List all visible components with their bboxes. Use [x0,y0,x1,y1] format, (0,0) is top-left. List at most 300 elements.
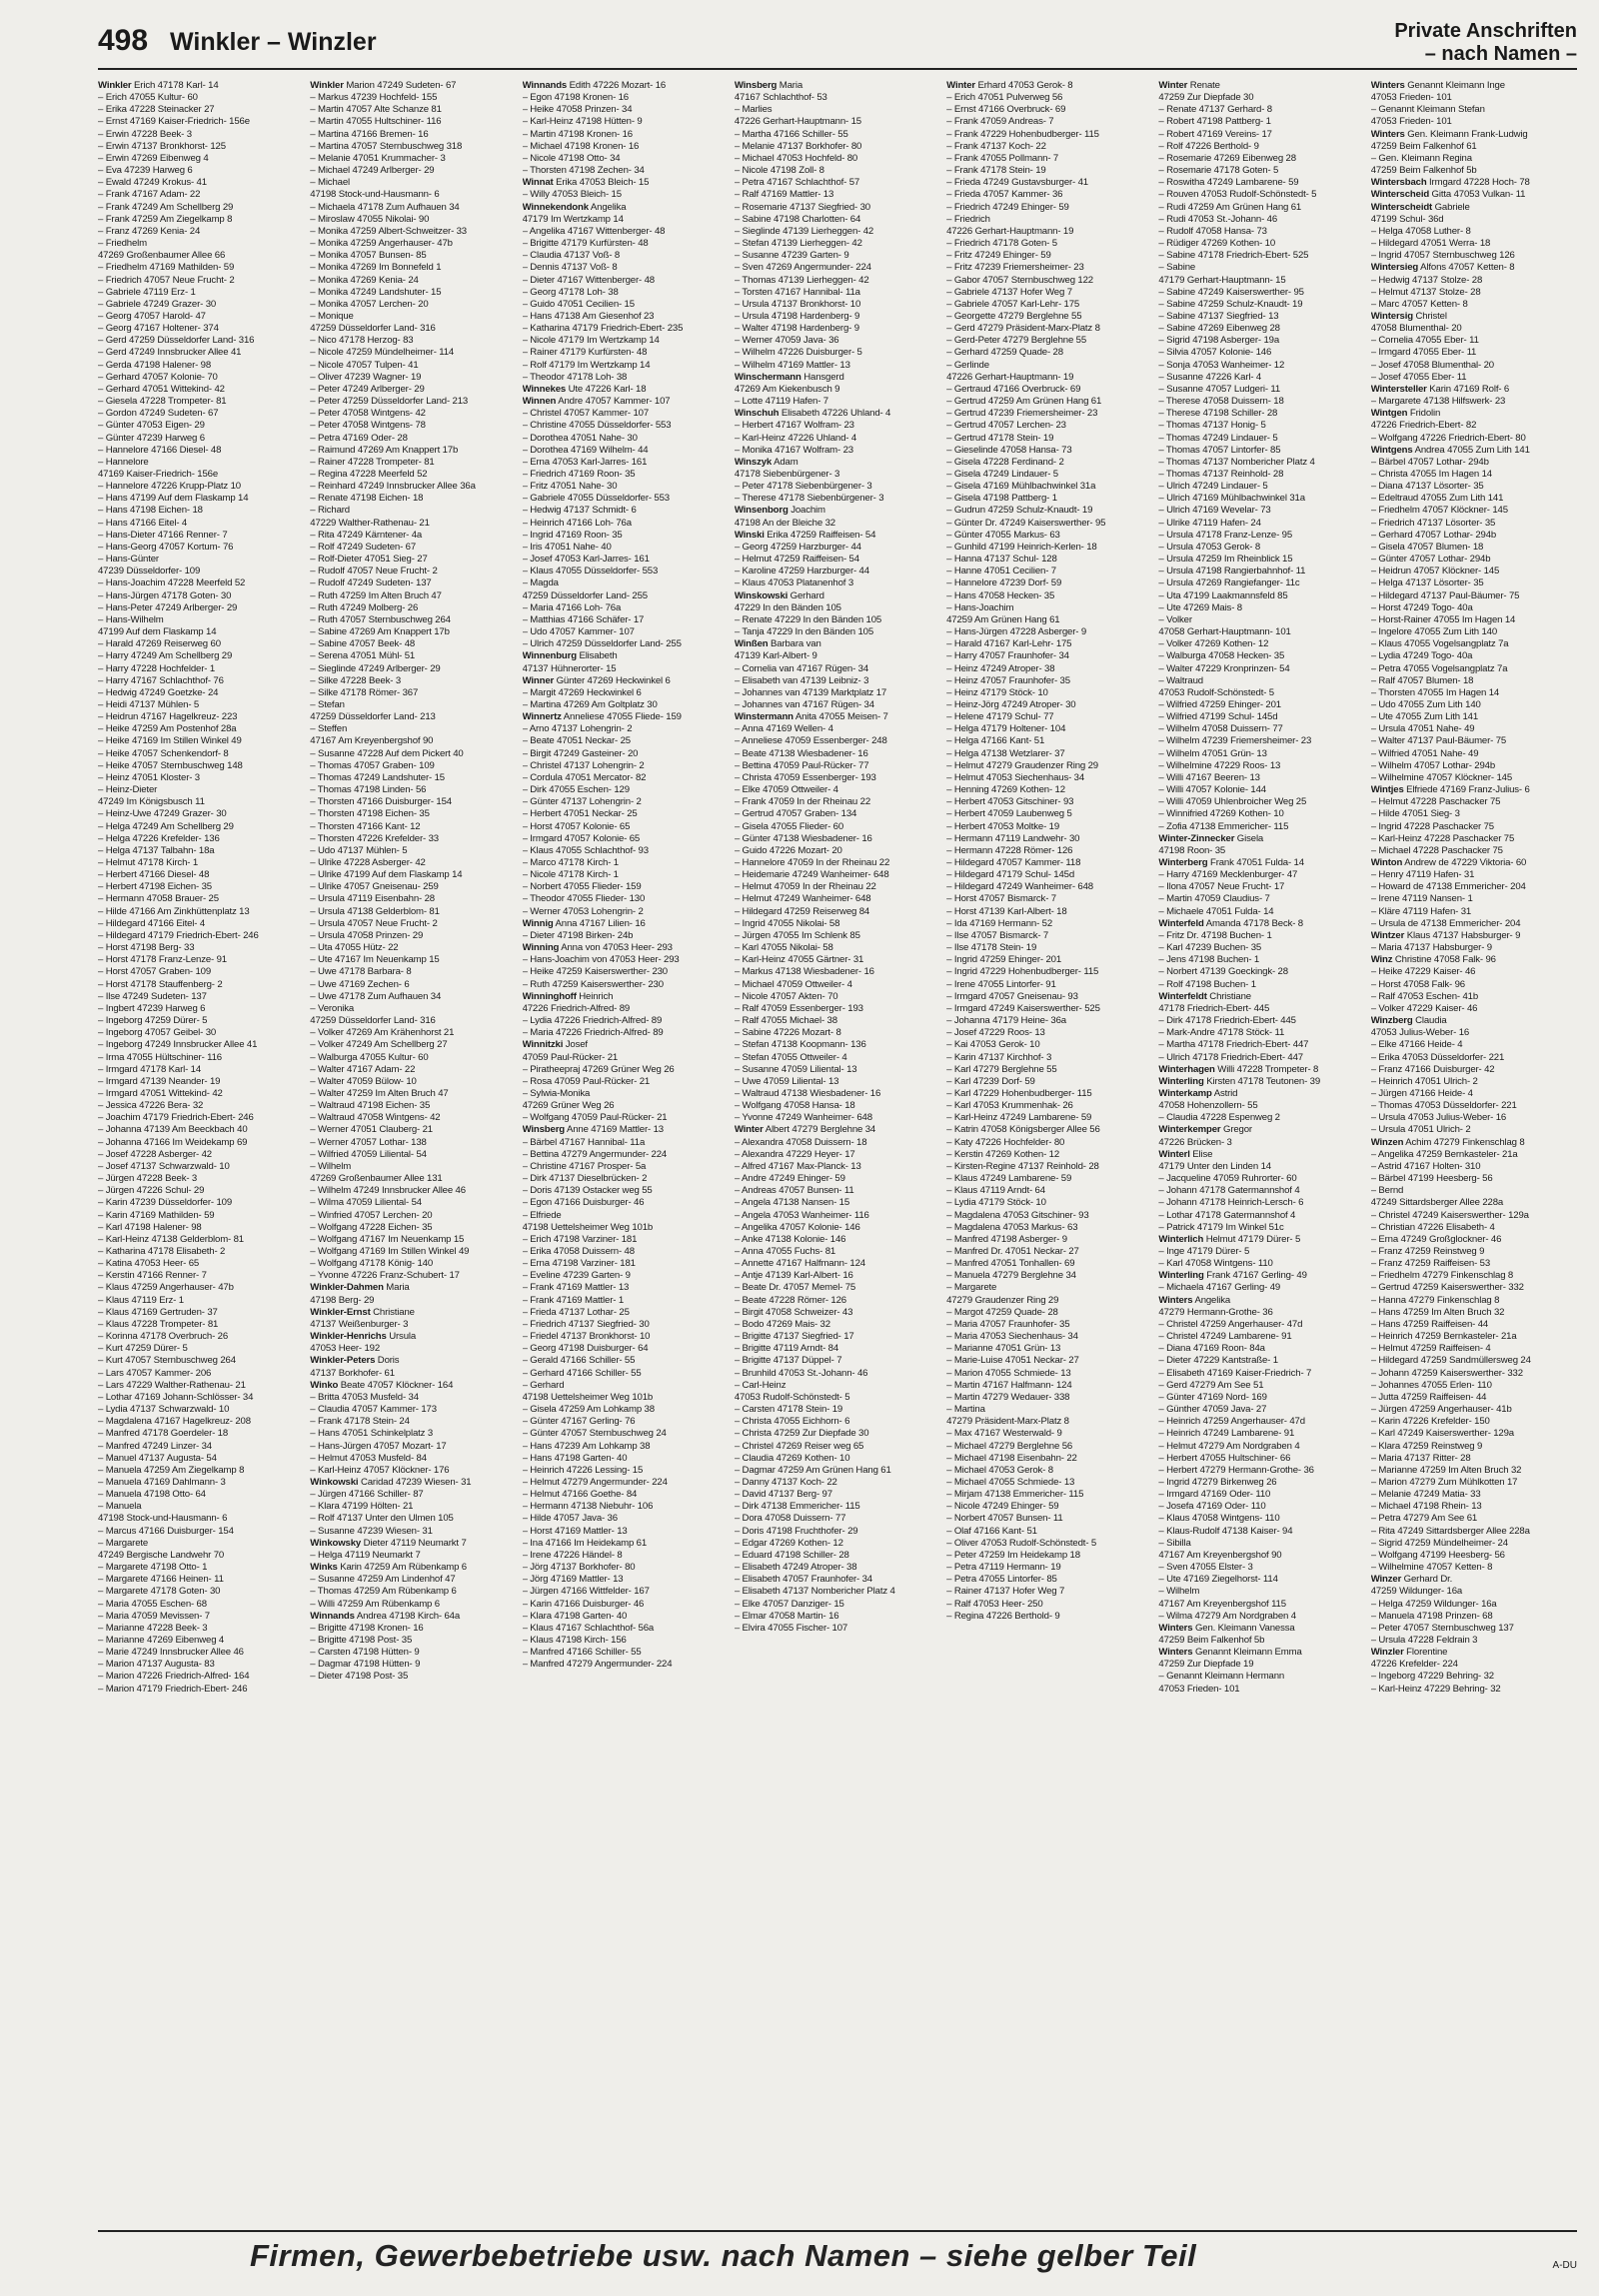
listing-entry: – Ingrid 47055 Nikolai- 58 [734,917,840,929]
listing-entry: – Sabine 47269 Am Knappert 17b [310,626,450,638]
listing-entry: – Johannes 47055 Erlen- 110 [1370,1379,1492,1391]
listing-entry: – Harry 47249 Am Schellberg 29 [98,650,233,662]
listing-entry: Winnands Edith 47226 Mozart- 16 [522,80,667,91]
listing-entry: – Rosemarie 47137 Siegfried- 30 [734,201,870,213]
listing-entry: – Helmut 47166 Goethe- 84 [522,1489,638,1501]
listing-entry: – Hannelore 47239 Dorf- 59 [946,577,1062,589]
listing-entry: – Hildegard 47259 Reiserweg 84 [734,905,870,917]
listing-entry: – Danny 47137 Koch- 22 [734,1476,837,1488]
listing-entry: Winskowski Gerhard [734,589,824,601]
listing-entry: – Karin 47239 Düsseldorfer- 109 [98,1197,233,1209]
listing-entry: – Horst 47058 Falk- 96 [1370,978,1465,990]
listing-entry: – Manuela 47259 Am Ziegelkamp 8 [98,1464,245,1476]
listing-entry: – Manfred 47166 Schiller- 55 [522,1647,642,1659]
listing-entry: – Ursula 47178 Franz-Lenze- 95 [1158,529,1293,541]
listing-entry: – Horst-Rainer 47055 Im Hagen 14 [1370,613,1516,625]
listing-entry: – Gisela 47057 Blumen- 18 [1370,541,1484,553]
listing-entry: – Harry 47169 Mecklenburger- 47 [1158,869,1298,881]
listing-entry: – Ulrich 47249 Lindauer- 5 [1158,481,1268,493]
listing-entry: – Thomas 47198 Linden- 56 [310,784,427,796]
listing-entry: – Erna 47053 Karl-Jarres- 161 [522,456,648,468]
listing-entry: – Heike 47229 Kaiser- 46 [1370,966,1476,978]
listing-entry: 47249 Im Königsbusch 11 [98,796,205,808]
listing-entry: – Thomas 47139 Lierheggen- 42 [734,274,869,286]
listing-entry: – Michaela 47167 Gerling- 49 [1158,1282,1281,1294]
listing-entry: – Ursula 47198 Rangierbahnhof- 11 [1158,566,1306,577]
listing-entry: – Angelika 47057 Kolonie- 146 [734,1221,860,1233]
listing-entry: – Dora 47058 Duissern- 77 [734,1513,846,1525]
listing-entry: 47229 In den Bänden 105 [734,601,841,613]
listing-entry: – Marianne 47259 Im Alten Bruch 32 [1370,1464,1522,1476]
listing-entry: – Gerd 47279 Präsident-Marx-Platz 8 [946,323,1100,335]
listing-entry: – Ulrich 47259 Düsseldorfer Land- 255 [522,638,682,650]
listing-entry: – Antje 47139 Karl-Albert- 16 [734,1270,853,1282]
listing-entry: – Helmut 47249 Wanheimer- 648 [734,893,871,905]
listing-entry: – Martin 47059 Claudius- 7 [1158,893,1270,905]
listing-entry: – Susanne 47259 Am Lindenhof 47 [310,1574,456,1586]
listing-entry: – Dirk 47055 Eschen- 129 [522,784,630,796]
listing-entry: – Jürgen 47166 Wittfelder- 167 [522,1586,650,1598]
listing-entry: – Ingeborg 47259 Dürer- 5 [98,1015,208,1027]
listing-entry: – Ulrike 47228 Asberger- 42 [310,857,426,868]
listing-entry: – Erwin 47228 Beek- 3 [98,128,192,140]
listing-entry: – Heinrich 47259 Angerhauser- 47d [1158,1416,1305,1428]
listing-entry: 47137 Hühnerorter- 15 [522,662,617,674]
listing-entry: – Melanie 47051 Krummacher- 3 [310,152,446,164]
listing-entry: – Christel 47249 Kaiserswerther- 129a [1370,1209,1529,1221]
listing-entry: – Stefan 47055 Ottweiler- 4 [734,1051,847,1063]
listing-entry: Winkler-Henrichs Ursula [310,1331,417,1343]
listing-entry: Winzler Florentine [1370,1647,1448,1659]
listing-entry: – Günther 47059 Java- 27 [1158,1404,1267,1416]
listing-entry: – Joachim 47179 Friedrich-Ebert- 246 [98,1112,254,1124]
listing-entry: – Heinrich 47226 Lessing- 15 [522,1464,644,1476]
listing-entry: – Silke 47178 Römer- 367 [310,686,419,698]
listing-entry: – Michael 47198 Eisenbahn- 22 [946,1452,1077,1464]
listing-entry: – Regina 47228 Meerfeld 52 [310,469,428,480]
listing-entry: – Heinz 47249 Atroper- 38 [946,662,1055,674]
listing-entry: – Nicole 47198 Otto- 34 [522,152,621,164]
listing-entry: – Gabriele 47055 Düsseldorfer- 553 [522,493,670,505]
listing-entry: – Winfried 47057 Lerchen- 20 [310,1209,433,1221]
listing-entry: Winters Gen. Kleimann Vanessa [1158,1622,1295,1634]
listing-entry: – Heidrun 47167 Hagelkreuz- 223 [98,711,238,723]
listing-entry: – Martin 47198 Kronen- 16 [522,128,633,140]
listing-entry: – Gerlinde [946,359,989,371]
listing-entry: – Wilfried 47051 Nahe- 49 [1370,747,1479,759]
listing-entry: – Elisabeth van 47139 Leibniz- 3 [734,674,869,686]
listing-entry: – Hans-Joachim von 47053 Heer- 293 [522,954,680,966]
listing-entry: – Rudi 47259 Am Grünen Hang 61 [1158,201,1302,213]
listing-entry: Winters Gen. Kleimann Frank-Ludwig [1370,128,1528,140]
listing-entry: – Heike 47057 Sternbuschweg 148 [98,759,243,771]
listing-entry: – Sabine 47226 Mozart- 8 [734,1027,841,1039]
listing-entry: – Karl-Heinz 47057 Klöckner- 176 [310,1464,450,1476]
listing-entry: – Brigitte 47119 Arndt- 84 [734,1343,839,1355]
listing-entry: – Horst 47178 Franz-Lenze- 91 [98,954,227,966]
listing-entry: – Martin 47057 Alte Schanze 81 [310,104,442,116]
listing-entry: – Marlies [734,104,773,116]
listing-entry: – Marie 47249 Innsbrucker Allee 46 [98,1647,244,1659]
listing-entry: Winton Andrew de 47229 Viktoria- 60 [1370,857,1527,868]
listing-entry: – Waltraud 47058 Wintgens- 42 [310,1112,441,1124]
listing-entry: – Cornelia van 47167 Rügen- 34 [734,662,869,674]
listing-entry: – Diana 47169 Roon- 84a [1158,1343,1265,1355]
listing-entry: – Marion 47137 Augusta- 83 [98,1659,215,1671]
listing-entry: Winter Renate [1158,80,1220,91]
listing-entry: 47167 Am Kreyenbergshof 115 [1158,1598,1286,1610]
listing-entry: – Theodor 47055 Flieder- 130 [522,893,646,905]
listing-entry: – Josef 47229 Roos- 13 [946,1027,1045,1039]
listing-entry: – Wilhelmine 47057 Klöckner- 145 [1370,771,1513,783]
listing-entry: – Hans-Joachim [946,601,1014,613]
listing-entry: Winnig Anna 47167 Lilien- 16 [522,917,646,929]
listing-entry: – Manuela 47279 Berglehne 34 [946,1270,1076,1282]
listing-entry: – Ralf 47055 Michael- 38 [734,1015,837,1027]
listing-entry: – Irmgard 47051 Wittekind- 42 [98,1087,223,1099]
listing-entry: – Ingeborg 47249 Innsbrucker Allee 41 [98,1039,258,1051]
listing-entry: 47198 Uettelsheimer Weg 101b [522,1221,654,1233]
listing-entry: – Christa 47259 Zur Diepfade 30 [734,1428,869,1440]
listing-entry: – Hans 47198 Eichen- 18 [98,505,203,517]
listing-entry: – Monika 47259 Angerhauser- 47b [310,238,453,250]
listing-entry: – Peter 47058 Wintgens- 42 [310,408,426,420]
listing-entry: – Magda [522,577,559,589]
listing-entry: – Elfriede [522,1209,562,1221]
listing-entry: – Jürgen 47228 Beek- 3 [98,1173,198,1185]
listing-entry: – Angela 47053 Wanheimer- 116 [734,1209,869,1221]
listing-entry: – Cordula 47051 Mercator- 82 [522,771,647,783]
listing-entry: – Günter 47137 Lohengrin- 2 [522,796,642,808]
listing-entry: – Petra 47055 Vogelsangplatz 7a [1370,662,1508,674]
listing-entry: – Wilma 47279 Am Nordgraben 4 [1158,1610,1296,1622]
listing-entry: – Magdalena 47053 Markus- 63 [946,1221,1078,1233]
listing-entry: – Susanne 47228 Auf dem Pickert 40 [310,747,464,759]
listing-entry: – Ute 47167 Im Neuenkamp 15 [310,954,440,966]
listing-entry: – Bärbel 47167 Hannibal- 11a [522,1136,646,1148]
listing-entry: – Ursula 47051 Ulrich- 2 [1370,1124,1471,1136]
listing-entry: – Harry 47167 Schlachthof- 76 [98,674,224,686]
listing-entry: – Karin 47169 Mathilden- 59 [98,1209,215,1221]
listing-entry: – Waltraud [1158,674,1203,686]
listing-entry: – Klaus 47119 Erz- 1 [98,1294,184,1306]
listing-entry: – Monika 47057 Bunsen- 85 [310,250,427,262]
listing-entry: – Rouven 47053 Rudolf-Schönstedt- 5 [1158,189,1317,201]
listing-entry: – Hanna 47137 Schul- 128 [946,554,1057,566]
listing-entry: – Sabine 47178 Friedrich-Ebert- 525 [1158,250,1309,262]
listing-entry: – Irma 47055 Hültschiner- 116 [98,1051,222,1063]
listing-entry: – Irmgard 47169 Oder- 110 [1158,1489,1271,1501]
listing-entry: – Ursula 47119 Eisenbahn- 28 [310,893,435,905]
listing-entry: – Bärbel 47057 Lothar- 294b [1370,456,1489,468]
listing-entry: Winkler-Ernst Christiane [310,1306,415,1318]
listing-entry: – Karl-Heinz 47229 Behring- 32 [1370,1683,1501,1695]
listing-entry: 47059 Paul-Rücker- 21 [522,1051,619,1063]
listing-entry: – Waltraud 47138 Wiesbadener- 16 [734,1087,881,1099]
listing-entry: – Gerhard 47057 Lothar- 294b [1370,529,1497,541]
listing-entry: – Maria 47166 Loh- 76a [522,601,622,613]
listing-entry: – Bernd [1370,1185,1404,1197]
listing-column [1158,80,1366,2198]
listing-entry: – David 47137 Berg- 97 [734,1489,832,1501]
listing-entry: – Ursula 47228 Feldrain 3 [1370,1635,1478,1646]
listing-entry: 47199 Auf dem Flaskamp 14 [98,626,217,638]
listing-entry: – Miroslaw 47055 Nikolai- 90 [310,213,430,225]
listing-entry: – Irene 47226 Händel- 8 [522,1549,623,1561]
listing-entry: – Marion 47279 Zum Mühlkotten 17 [1370,1476,1518,1488]
listing-entry: Winstermann Anita 47055 Meisen- 7 [734,711,888,723]
listing-entry: – Günter Dr. 47249 Kaiserswerther- 95 [946,517,1106,529]
listing-entry: – Sieglinde 47249 Arlberger- 29 [310,662,441,674]
listing-entry: – Josef 47055 Eber- 11 [1370,371,1467,383]
listing-entry: 47167 Am Kreyenbergshof 90 [310,735,434,747]
listing-entry: – Martina 47269 Am Goltplatz 30 [522,698,658,710]
listing-entry: – Josef 47137 Schwarzwald- 10 [98,1160,230,1172]
listing-entry: – Thorsten 47226 Krefelder- 33 [310,832,439,844]
listing-entry: – Peter 47249 Arlberger- 29 [310,383,425,395]
listing-entry: – Johanna 47139 Am Beeckbach 40 [98,1124,248,1136]
listing-entry: – Wilma 47059 Liliental- 54 [310,1197,422,1209]
listing-entry: – Lothar 47178 Gatermannshof 4 [1158,1209,1296,1221]
footer-note: Firmen, Gewerbebetriebe usw. nach Namen – siehe gelber Teil [250,2238,1197,2273]
listing-entry: – Erna 47249 Großglockner- 46 [1370,1233,1502,1245]
listing-entry: – Herbert 47055 Hultschiner- 66 [1158,1452,1291,1464]
listing-entry: – Gerhard 47051 Wittekind- 42 [98,383,225,395]
listing-entry: – Peter 47057 Sternbuschweg 137 [1370,1622,1514,1634]
listing-entry: – Ilse 47178 Stein- 19 [946,942,1037,954]
listing-entry: – Elmar 47058 Martin- 16 [734,1610,839,1622]
listing-entry: 47229 Walther-Rathenau- 21 [310,517,430,529]
listing-entry: – Gertrud 47259 Kaiserswerther- 332 [1370,1282,1524,1294]
listing-entry: – Dirk 47137 Dieselbrücken- 2 [522,1173,648,1185]
listing-entry: – Friedel 47137 Bronkhorst- 10 [522,1331,651,1343]
listing-entry: – Heike 47058 Prinzen- 34 [522,104,633,116]
listing-entry: – Jürgen 47226 Schul- 29 [98,1185,205,1197]
listing-entry: – Margarete [98,1537,149,1549]
listing-entry: – Ursula de 47138 Emmericher- 204 [1370,917,1521,929]
listing-entry: – Robert 47198 Pattberg- 1 [1158,116,1271,128]
listing-entry: – Margit 47269 Heckwinkel 6 [522,686,642,698]
listing-entry: – Helmut 47053 Siechenhaus- 34 [946,771,1085,783]
listing-column [310,80,518,2198]
listing-entry: – Sibilla [1158,1537,1191,1549]
listing-entry: Winters Angelika [1158,1294,1231,1306]
listing-entry: – Erich 47055 Kultur- 60 [98,92,198,104]
listing-entry: – Dieter 47198 Birken- 24b [522,929,634,941]
listing-entry: – Beate Dr. 47057 Memel- 75 [734,1282,856,1294]
listing-entry: – Michaela 47178 Zum Aufhauen 34 [310,201,460,213]
listing-entry: – Irene 47055 Lintorfer- 91 [946,978,1056,990]
listing-entry: – Herbert 47166 Diesel- 48 [98,869,210,881]
listing-entry: 47259 Düsseldorfer Land- 213 [310,711,436,723]
listing-entry: – Britta 47053 Musfeld- 34 [310,1391,419,1403]
listing-entry: – Ilse 47057 Bismarck- 7 [946,929,1049,941]
listing-entry: – Wolfgang 47058 Hansa- 18 [734,1100,855,1112]
listing-entry: – Christa 47059 Essenberger- 193 [734,771,876,783]
listing-entry: – Thomas 47057 Lintorfer- 85 [1158,444,1281,456]
listing-entry: – Alexandra 47229 Heyer- 17 [734,1148,855,1160]
listing-entry: – Hermann 47058 Brauer- 25 [98,893,219,905]
listing-entry: – Fritz 47051 Nahe- 30 [522,481,618,493]
listing-column [735,80,942,2198]
listing-entry: – Zofia 47138 Emmericher- 115 [1158,820,1289,832]
listing-entry: – Ralf 47057 Blumen- 18 [1370,674,1474,686]
listing-entry: – Walter 47198 Hardenberg- 9 [734,323,859,335]
listing-entry: – Frieda 47249 Gustavsburger- 41 [946,177,1088,189]
listing-entry: – Georg 47198 Duisburger- 64 [522,1343,649,1355]
listing-entry: – Marianne 47051 Grün- 13 [946,1343,1061,1355]
listing-entry: – Bärbel 47199 Heesberg- 56 [1370,1173,1493,1185]
listing-entry: – Beate 47228 Römer- 126 [734,1294,846,1306]
listing-entry: – Erika 47228 Steinacker 27 [98,104,215,116]
listing-entry: – Ralf 47059 Essenberger- 193 [734,1002,863,1014]
listing-entry: – Petra 47055 Lintorfer- 85 [946,1574,1057,1586]
listing-entry: – Lydia 47137 Schwarzwald- 10 [98,1404,230,1416]
listing-entry: – Ursula 47057 Neue Frucht- 2 [310,917,438,929]
listing-entry: – Yvonne 47226 Franz-Schubert- 17 [310,1270,460,1282]
listing-entry: – Günter 47239 Harweg 6 [98,432,205,444]
listing-entry: – Heinrich 47259 Bernkasteler- 21a [1370,1331,1517,1343]
listing-entry: – Irene 47119 Nansen- 1 [1370,893,1473,905]
listing-entry: – Kurt 47259 Dürer- 5 [98,1343,188,1355]
listing-column [98,80,306,2198]
listing-entry: – Harry 47057 Fraunhofer- 34 [946,650,1069,662]
listing-entry: – Erich 47051 Pulverweg 56 [946,92,1063,104]
listing-entry: – Ingeborg 47057 Geibel- 30 [98,1027,217,1039]
listing-entry: – Margot 47259 Quade- 28 [946,1306,1058,1318]
listing-entry: – Korinna 47178 Overbruch- 26 [98,1331,229,1343]
listing-entry: – Margarete [946,1282,997,1294]
listing-entry: Winkler Erich 47178 Karl- 14 [98,80,219,91]
listing-entry: – Wilhelm 47057 Lothar- 294b [1370,759,1496,771]
listing-entry: – Michael 47198 Rhein- 13 [1370,1501,1482,1513]
listing-entry: – Mirjam 47138 Emmericher- 115 [946,1489,1084,1501]
listing-entry: – Klaus 47249 Lambarene- 59 [946,1173,1072,1185]
listing-entry: 47269 Grüner Weg 26 [522,1100,615,1112]
listing-entry: – Wolfgang 47228 Eichen- 35 [310,1221,433,1233]
listing-entry: Winßen Barbara van [734,638,821,650]
listing-entry: – Bettina 47279 Angermunder- 224 [522,1148,668,1160]
listing-entry: – Ulrich 47178 Friedrich-Ebert- 447 [1158,1051,1303,1063]
listing-entry: – Norbert 47139 Goeckingk- 28 [1158,966,1288,978]
listing-entry: – Michael [310,177,350,189]
listing-entry: 47053 Frieden- 101 [1370,92,1452,104]
listing-entry: – Erwin 47137 Bronkhorst- 125 [98,140,226,152]
listing-entry: – Stefan 47138 Koopmann- 136 [734,1039,866,1051]
listing-entry: – Jürgen 47166 Heide- 4 [1370,1087,1473,1099]
listing-entry: – Dorothea 47051 Nahe- 30 [522,432,638,444]
listing-entry: Winterkamp Astrid [1158,1087,1238,1099]
listing-entry: – Ina 47166 Im Heidekamp 61 [522,1537,648,1549]
listing-entry: – Karl-Heinz 47055 Gärtner- 31 [734,954,864,966]
listing-entry: – Robert 47169 Vereins- 17 [1158,128,1272,140]
listing-entry: – Hannelore [98,456,149,468]
listing-entry: – Georg 47178 Loh- 38 [522,286,619,298]
listing-entry: 47259 Düsseldorfer Land- 255 [522,589,648,601]
listing-entry: Wintgen Fridolin [1370,408,1441,420]
listing-entry: – Andreas 47057 Bunsen- 11 [734,1185,854,1197]
listing-entry: Winski Erika 47259 Raiffeisen- 54 [734,529,876,541]
listing-entry: – Roswitha 47249 Lambarene- 59 [1158,177,1299,189]
listing-entry: – Elvira 47055 Fischer- 107 [734,1622,848,1634]
listing-entry: – Hans 47199 Auf dem Flaskamp 14 [98,493,249,505]
listing-entry: – Hans-Jürgen 47228 Asberger- 9 [946,626,1087,638]
listing-entry: – Thorsten 47166 Duisburger- 154 [310,796,452,808]
listing-entry: – Gertraud 47166 Overbruck- 69 [946,383,1081,395]
listing-entry: – Herbert 47198 Eichen- 35 [98,881,212,893]
listing-entry: Winterling Kirsten 47178 Teutonen- 39 [1158,1075,1321,1087]
listing-entry: 47279 Hermann-Grothe- 36 [1158,1306,1273,1318]
listing-entry: – Monika 47269 Im Bonnefeld 1 [310,262,442,274]
listing-entry: – Harald 47269 Reiserweg 60 [98,638,221,650]
listing-entry: – Volker 47229 Kaiser- 46 [1370,1002,1478,1014]
listing-entry: 47058 Gerhart-Hauptmann- 101 [1158,626,1291,638]
listing-entry: – Nicole 47179 Im Wertzkamp 14 [522,335,660,347]
listing-entry: – Hildegard 47166 Eitel- 4 [98,917,206,929]
listing-entry: – Klara 47198 Garten- 40 [522,1610,628,1622]
listing-entry: – Anneliese 47059 Essenberger- 248 [734,735,887,747]
listing-entry: – Klaus 47119 Arndt- 64 [946,1185,1045,1197]
listing-entry: Winters Genannt Kleimann Inge [1370,80,1505,91]
listing-entry: – Manfred 47279 Angermunder- 224 [522,1659,673,1671]
listing-entry: – Petra 47119 Hermann- 19 [946,1562,1061,1574]
listing-entry: – Silvia 47057 Kolonie- 146 [1158,347,1272,359]
listing-entry: – Rita 47249 Kärntener- 4a [310,529,423,541]
listing-entry: – Anke 47138 Kolonie- 146 [734,1233,846,1245]
listing-entry: – Carsten 47178 Stein- 19 [734,1404,843,1416]
listing-entry: – Max 47167 Westerwald- 9 [946,1428,1062,1440]
listing-entry: – Sabine 47249 Kaiserswerther- 95 [1158,286,1304,298]
listing-entry: 47269 Am Kiekenbusch 9 [734,383,840,395]
listing-entry: 47198 Roon- 35 [1158,844,1226,856]
listing-entry: – Willi 47259 Am Rübenkamp 6 [310,1598,440,1610]
listing-entry: 47198 Stock-und-Hausmann- 6 [98,1513,228,1525]
listing-entry: – Frieda 47057 Kammer- 36 [946,189,1063,201]
listing-entry: – Helmut 47279 Am Nordgraben 4 [1158,1440,1300,1452]
listing-entry: – Ursula 47053 Gerok- 8 [1158,541,1261,553]
listing-entry: – Heinrich 47249 Lambarene- 91 [1158,1428,1295,1440]
listing-entry: – Christa 47055 Im Hagen 14 [1370,469,1492,480]
listing-entry: – Hildegard 47051 Werra- 18 [1370,238,1491,250]
listing-entry: 47198 Uettelsheimer Weg 101b [522,1391,654,1403]
listing-entry: Winzberg Claudia [1370,1015,1447,1027]
listing-entry: – Ursula 47058 Prinzen- 29 [310,929,424,941]
listing-entry: – Gerd 47259 Düsseldorfer Land- 316 [98,335,255,347]
listing-entry: – Susanne 47239 Garten- 9 [734,250,849,262]
listing-entry: – Georg 47167 Holtener- 374 [98,323,219,335]
listing-entry: – Friedrich 47169 Roon- 35 [522,469,636,480]
listing-entry: – Martina [946,1404,985,1416]
listing-entry: – Wilhelm 47169 Mattler- 13 [734,359,850,371]
listing-entry: – Genannt Kleimann Hermann [1158,1671,1285,1683]
listing-entry: – Wilhelm 47058 Duissern- 77 [1158,723,1283,735]
listing-entry: – Cornelia 47055 Eber- 11 [1370,335,1479,347]
listing-entry: – Uwe 47178 Zum Aufhauen 34 [310,990,442,1002]
listing-entry: 47259 Düsseldorfer Land- 316 [310,323,436,335]
listing-entry: 47259 Am Grünen Hang 61 [946,613,1060,625]
listing-entry: – Karoline 47259 Harzburger- 44 [734,566,869,577]
listing-entry: – Carsten 47198 Hütten- 9 [310,1647,420,1659]
listing-entry: – Walter 47167 Adam- 22 [310,1063,416,1075]
listing-entry: – Frank 47229 Hohenbudberger- 115 [946,128,1099,140]
listing-entry: – Ingrid 47169 Roon- 35 [522,529,623,541]
listing-entry: – Rolf 47137 Unter den Ulmen 105 [310,1513,454,1525]
listing-entry: 47259 Wildunger- 16a [1370,1586,1463,1598]
listing-entry: – Klaus 47055 Vogelsangplatz 7a [1370,638,1509,650]
listing-entry: – Erika 47058 Duissern- 48 [522,1246,635,1257]
listing-entry: – Wilhelmine 47229 Roos- 13 [1158,759,1281,771]
listing-entry: – Angelika 47259 Bernkasteler- 21a [1370,1148,1518,1160]
